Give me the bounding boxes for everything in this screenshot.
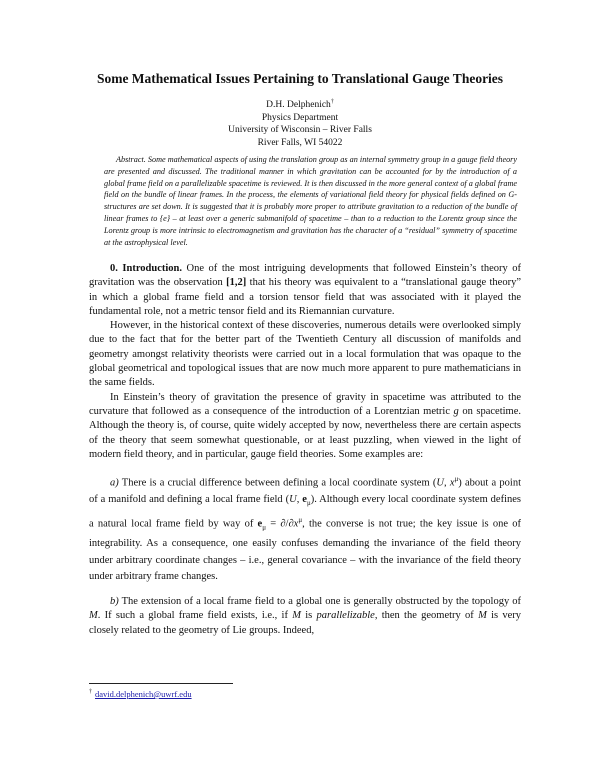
paragraph-2: However, in the historical context of these discoveries, numerous details were overlooked simply due to the fact that for the better part of the Twentieth Century all discussion of manifolds and geometry amongst relativity theorists were carried out in a local formulation that was opaque to the global geometrical and topological issues that are now much more apparent to pure mathematicians in the same fields. <box>89 320 521 389</box>
author-footnote-mark: † <box>330 98 334 105</box>
abstract <box>104 154 517 248</box>
footnote-divider <box>89 683 233 684</box>
email-link[interactable]: david.delphenich@uwrf.edu <box>95 689 192 699</box>
item-label-b: b) <box>110 595 119 607</box>
paragraph-1: 0. Introduction. One of the most intriguing developments that followed Einstein’s theory of gravitation was the observation [1,2] that his theory was equivalent to a “translational gauge theory” in which a global frame field and a torsion tensor field that was associated with it played the fundamental role, not a metric tensor field and its Riemannian curvature. <box>89 263 522 317</box>
abstract-text: Some mathematical aspects of using the translation group as an internal symmetry group in a gauge field theory are presented and discussed. The traditional manner in which gravitation can be accounted for by the introduction of a global frame field on a parallelizable spacetime is reviewed. It is then discussed in the more general context of a global frame field on the bundle of linear frames. In the process, the elements of variational field theory for physical fields defined on G-structures are set down. It is suggested that it is probably more proper to attribute gravitation to a reduction of the bundle of linear frames to {e} – at least over a generic submanifold of spacetime – than to a reduction to the Lorentz group since the Lorentz group is more intrinsic to electromagnetism and gravitation has the character of a “residual” symmetry of spacetime at the astrophysical level. <box>104 155 518 247</box>
author-name: D.H. Delphenich† <box>266 98 334 110</box>
paper-title: Some Mathematical Issues Pertaining to Translational Gauge Theories <box>96 71 504 86</box>
citation-ref: [1,2] <box>226 277 247 289</box>
main-text <box>89 262 521 638</box>
author-block <box>150 99 450 149</box>
footnote <box>89 689 389 700</box>
section-heading: 0. Introduction. <box>110 263 183 274</box>
list-item-b: b) The extension of a local frame field to a global one is generally obstructed by the topology of M. If such a global frame field exists, i.e., if M is parallelizable, then the geometry of M is very closely related to the geometry of Lie groups. Indeed, <box>89 595 521 636</box>
author-address: River Falls, WI 54022 <box>257 137 343 148</box>
paragraph-3: In Einstein’s theory of gravitation the presence of gravity in spacetime was attributed to the curvature that followed as a consequence of the introduction of a Lorentzian metric g on spacetime. Although the theory is, of course, quite widely accepted by now, nevertheless there are certain aspects of the theory that seem somewhat questionable, or at least puzzling, when viewed in the light of modern field theory, and in particular, gauge field theories. Some examples are: <box>89 391 522 460</box>
item-label-a: a) <box>110 477 119 489</box>
abstract-label: Abstract. <box>116 155 146 164</box>
list-item-a: a) There is a crucial difference between defining a local coordinate system (U, $x^\mu$) about a point of a manifold and defining a local frame field (U, $e_\mu$). Although every local coordinate system defines a natural local frame field by way of $e_\mu = \partial/\partial x^\mu$, the converse is not true; the key issue is one of integrability. As a consequence, one easily confuses demanding the invariance of the field theory under arbitrary coordinate changes – i.e., general covariance – with the invariance of the field theory under arbitrary frame changes. <box>89 475 522 583</box>
author-university: University of Wisconsin – River Falls <box>228 125 372 135</box>
footnote-mark: † <box>89 689 92 696</box>
author-department: Physics Department <box>261 112 339 123</box>
